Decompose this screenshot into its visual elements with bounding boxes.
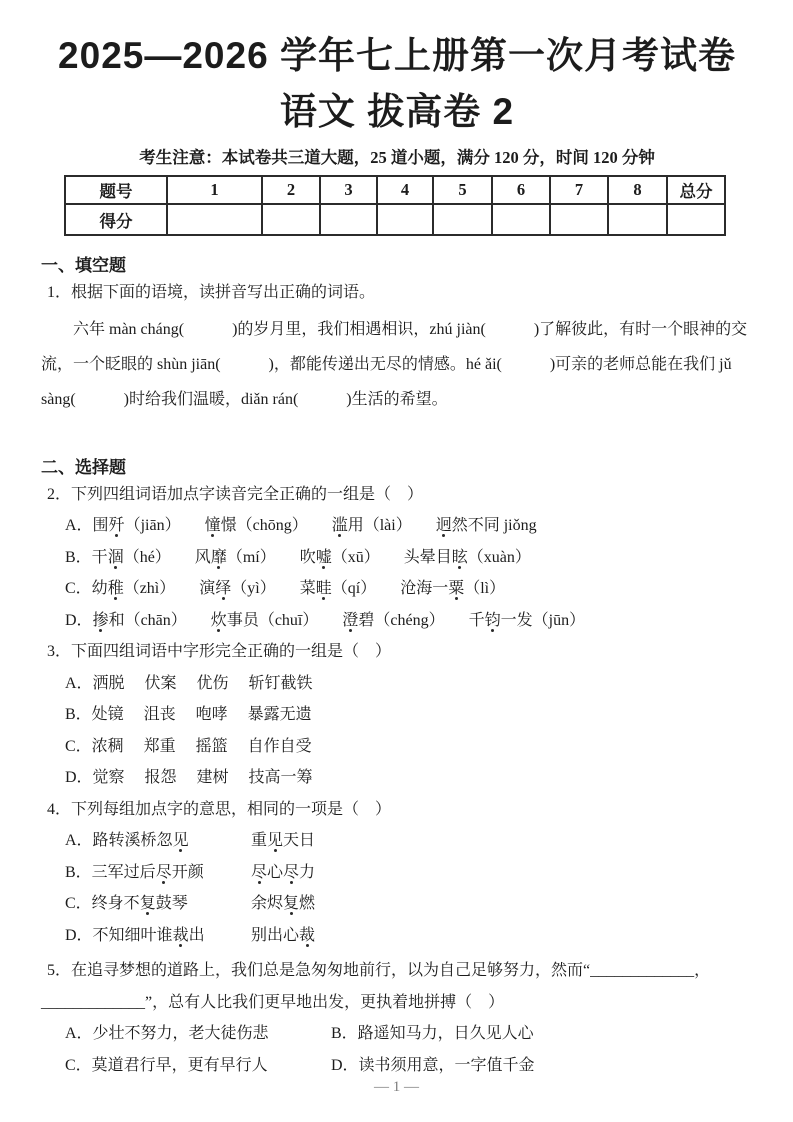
score-blank-cell xyxy=(433,204,492,235)
question-3-option-b: B．处镜 沮丧 咆哮 暴露无遗 xyxy=(65,706,312,723)
question-2-option-a: A．围歼（jiān） 憧憬（chōng） 滥用（lài） 迥然不同 jiǒng xyxy=(65,517,537,534)
option-phrase-left: A．路转溪桥忽见 xyxy=(65,832,189,849)
option-phrase-right: 别出心裁 xyxy=(251,926,316,944)
score-table-qnum-cell: 3 xyxy=(320,176,377,204)
page-number: — 1 — xyxy=(374,1079,419,1095)
score-table-qnum-cell: 5 xyxy=(433,176,492,204)
question-5-options-row1 xyxy=(41,1018,753,1050)
section-heading-choice: 二、选择题 xyxy=(41,457,126,477)
score-table-qnum-cell: 1 xyxy=(167,176,262,204)
question-5-stem-line2: _____________”，总有人比我们更早地出发，更执着地拼搏（ ） xyxy=(41,993,505,1011)
score-table-score-row xyxy=(65,204,725,235)
question-5-options-row2 xyxy=(41,1050,753,1082)
option-phrase-left: D．不知细叶谁裁出 xyxy=(65,926,205,944)
question-3-option-a: A．洒脱 伏案 优伤 斩钉截铁 xyxy=(65,674,313,692)
score-blank-cell xyxy=(320,204,377,235)
score-table-header-row xyxy=(65,176,725,204)
question-4-option-d xyxy=(41,920,753,952)
score-blank-cell xyxy=(262,204,320,235)
option-phrase-left: C．终身不复鼓琴 xyxy=(65,895,188,912)
question-5-option-b: B．路遥知马力，日久见人心 xyxy=(331,1025,534,1042)
score-blank-cell xyxy=(167,204,262,235)
question-2-stem: 2．下列四组词语加点字读音完全正确的一组是（ ） xyxy=(47,485,424,503)
question-3-option-d: D．觉察 报怨 建树 技高一筹 xyxy=(65,769,313,786)
score-table-qnum-label: 题号 xyxy=(65,176,167,204)
question-5-option-c: C．莫道君行早，更有早行人 xyxy=(65,1056,268,1074)
score-table-qnum-cell: 8 xyxy=(608,176,667,204)
option-phrase-left: B．三军过后尽开颜 xyxy=(65,863,204,881)
option-phrase-right: 重见天日 xyxy=(251,832,316,849)
question-3-option-c: C．浓稠 郑重 摇篮 自作自受 xyxy=(65,737,312,755)
score-table-qnum-cell: 2 xyxy=(262,176,320,204)
score-blank-cell xyxy=(550,204,608,235)
question-3-stem: 3．下面四组词语中字形完全正确的一组是（ ） xyxy=(47,643,392,660)
question-1-stem: 1．根据下面的语境，读拼音写出正确的词语。 xyxy=(47,284,376,301)
section-heading-fill-in: 一、填空题 xyxy=(41,256,126,275)
score-table-total-label: 总分 xyxy=(667,176,725,204)
question-4-option-b xyxy=(41,857,753,889)
question-2-option-c: C．幼稚（zhì） 演绎（yì） 菜畦（qí） 沧海一粟（lì） xyxy=(65,580,506,597)
option-phrase-right: 尽心尽力 xyxy=(251,863,316,881)
option-phrase-right: 余烬复燃 xyxy=(251,895,316,912)
score-blank-cell xyxy=(492,204,550,235)
score-table-score-label: 得分 xyxy=(65,204,167,235)
exam-notice: 考生注意：本试卷共三道大题，25 道小题，满分 120 分，时间 120 分钟 xyxy=(139,148,655,167)
question-2-option-b: B．干涸（hé） 风靡（mí） 吹嘘（xū） 头晕目眩（xuàn） xyxy=(65,548,531,566)
question-2-option-d: D．掺和（chān） 炊事员（chuī） 澄碧（chéng） 千钧一发（jūn） xyxy=(65,611,586,629)
score-blank-cell xyxy=(377,204,433,235)
score-table-qnum-cell: 7 xyxy=(550,176,608,204)
score-table xyxy=(64,175,726,236)
question-4-option-c xyxy=(41,888,753,920)
score-blank-cell xyxy=(608,204,667,235)
question-5-option-a: A．少壮不努力，老大徒伤悲 xyxy=(65,1025,269,1042)
question-5-stem-line1: 5．在追寻梦想的道路上，我们总是急匆匆地前行，以为自己足够努力，然而“_____________， xyxy=(47,962,711,979)
question-4-stem: 4．下列每组加点字的意思，相同的一项是（ ） xyxy=(47,800,392,818)
page-title-line1: 2025—2026 学年七上册第一次月考试卷 xyxy=(58,35,736,76)
question-5-option-d: D．读书须用意，一字值千金 xyxy=(331,1056,535,1074)
question-4-option-a xyxy=(41,825,753,857)
score-table-qnum-cell: 6 xyxy=(492,176,550,204)
score-blank-cell xyxy=(667,204,725,235)
question-1-passage: 六年 màn cháng( )的岁月里，我们相遇相识，zhú jiàn( )了解彼此，有时一个眼神的交流，一个眨眼的 shùn jiān( )，都能传递出无尽的情感。hé ǎi( )可亲的老师总能在我们 jǔ sàng( )时给我们温暖，diǎn rán( )生活的希望。 xyxy=(41,320,748,408)
page-title-line2: 语文 拔高卷 2 xyxy=(279,91,515,132)
score-table-qnum-cell: 4 xyxy=(377,176,433,204)
